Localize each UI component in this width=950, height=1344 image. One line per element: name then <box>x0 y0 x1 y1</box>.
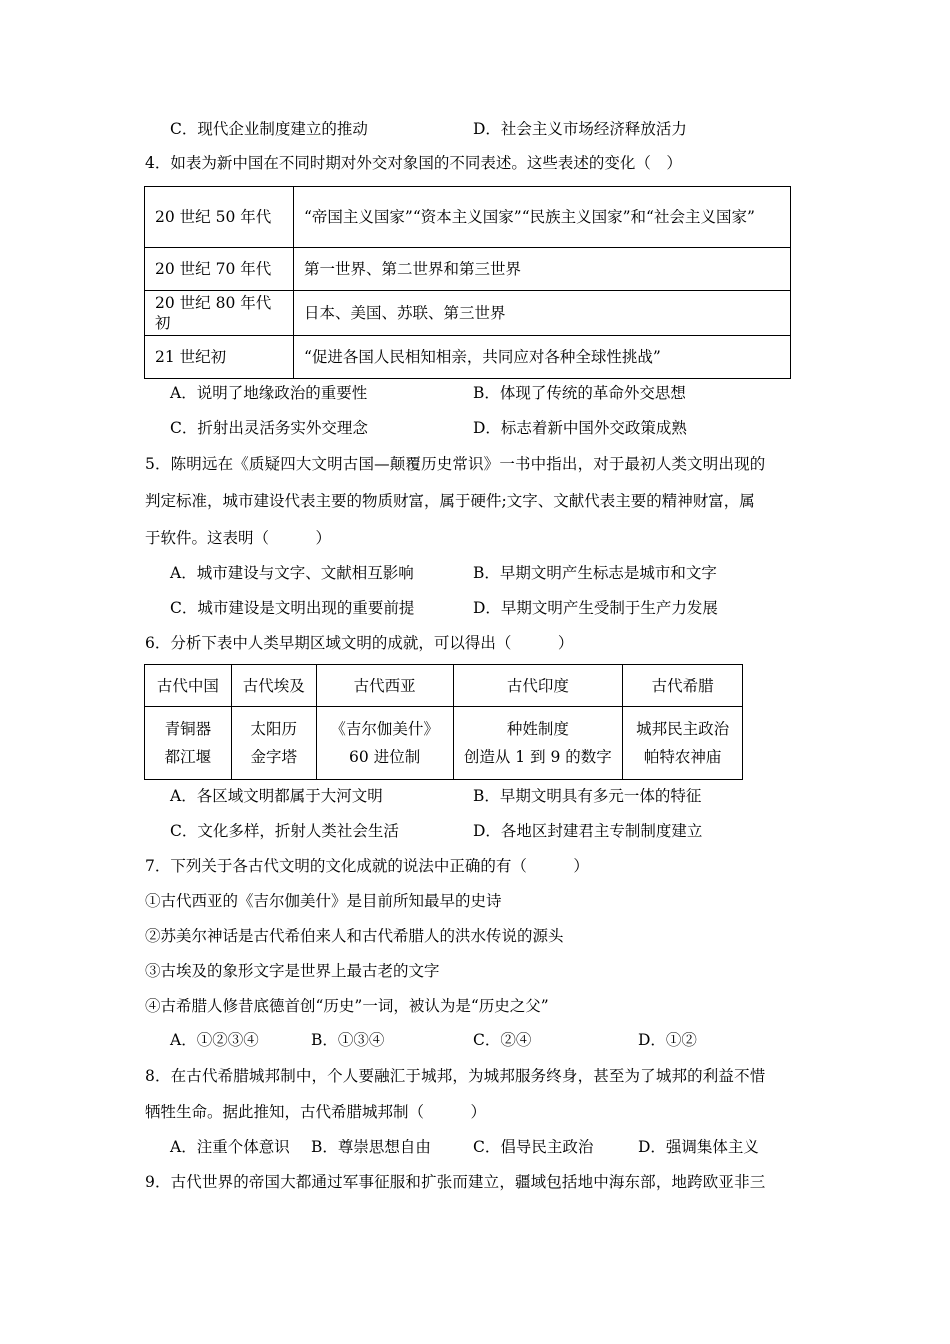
q4-table <box>144 186 791 379</box>
q8-option-a: A．注重个体意识 <box>170 1138 290 1156</box>
q4-option-d: D．标志着新中国外交政策成熟 <box>473 419 687 437</box>
q8-option-d: D．强调集体主义 <box>638 1138 759 1156</box>
q5-option-c: C．城市建设是文明出现的重要前提 <box>170 599 415 617</box>
table-row <box>145 248 791 291</box>
q7-item: ④古希腊人修昔底德首创“历史”一词，被认为是“历史之父” <box>145 997 549 1015</box>
q4-stem: 4．如表为新中国在不同时期对外交对象国的不同表述。这些表述的变化（ ） <box>145 154 682 172</box>
table-row <box>145 707 743 780</box>
q6-cell: 《吉尔伽美什》 60 进位制 <box>316 707 453 780</box>
q6-option-d: D．各地区封建君主专制制度建立 <box>473 822 703 840</box>
q6-header: 古代希腊 <box>623 665 743 707</box>
q4-period: 20 世纪 80 年代初 <box>145 291 294 336</box>
q4-desc: “促进各国人民相知相亲，共同应对各种全球性挑战” <box>294 336 791 379</box>
q7-option-d: D．①② <box>638 1031 697 1049</box>
q8-option-b: B．尊崇思想自由 <box>311 1138 431 1156</box>
q4-option-c: C．折射出灵活务实外交理念 <box>170 419 368 437</box>
q6-option-b: B．早期文明具有多元一体的特征 <box>473 787 702 805</box>
q3-option-d: D．社会主义市场经济释放活力 <box>473 120 687 138</box>
q4-period: 20 世纪 50 年代 <box>145 187 294 248</box>
q5-option-b: B．早期文明产生标志是城市和文字 <box>473 564 717 582</box>
q4-option-b: B．体现了传统的革命外交思想 <box>473 384 686 402</box>
q6-cell: 种姓制度 创造从 1 到 9 的数字 <box>453 707 623 780</box>
q3-option-c: C．现代企业制度建立的推动 <box>170 120 368 138</box>
q7-item: ③古埃及的象形文字是世界上最古老的文字 <box>145 962 440 980</box>
q6-option-c: C．文化多样，折射人类社会生活 <box>170 822 399 840</box>
q4-desc: 第一世界、第二世界和第三世界 <box>294 248 791 291</box>
q6-header: 古代印度 <box>453 665 623 707</box>
table-row <box>145 336 791 379</box>
q7-option-a: A．①②③④ <box>170 1031 259 1049</box>
q6-option-a: A．各区域文明都属于大河文明 <box>170 787 383 805</box>
q8-stem-line1: 8．在古代希腊城邦制中，个人要融汇于城邦，为城邦服务终身，甚至为了城邦的利益不惜 <box>145 1067 766 1085</box>
q6-header: 古代埃及 <box>231 665 316 707</box>
q6-header: 古代西亚 <box>316 665 453 707</box>
q9-stem-line1: 9．古代世界的帝国大都通过军事征服和扩张而建立，疆域包括地中海东部，地跨欧亚非三 <box>145 1173 766 1191</box>
table-row <box>145 291 791 336</box>
q6-cell: 城邦民主政治 帕特农神庙 <box>623 707 743 780</box>
q4-period: 21 世纪初 <box>145 336 294 379</box>
q8-stem-line2: 牺牲生命。据此推知，古代希腊城邦制（ ） <box>145 1103 487 1121</box>
q4-option-a: A．说明了地缘政治的重要性 <box>170 384 368 402</box>
q8-option-c: C．倡导民主政治 <box>473 1138 594 1156</box>
q4-desc: 日本、美国、苏联、第三世界 <box>294 291 791 336</box>
q6-table <box>144 664 743 780</box>
table-row <box>145 665 743 707</box>
q6-cell: 青铜器 都江堰 <box>145 707 232 780</box>
q5-stem-line2: 判定标准，城市建设代表主要的物质财富，属于硬件;文字、文献代表主要的精神财富，属 <box>145 492 755 510</box>
q4-period: 20 世纪 70 年代 <box>145 248 294 291</box>
q7-stem: 7．下列关于各古代文明的文化成就的说法中正确的有（ ） <box>145 857 589 875</box>
q4-desc: “帝国主义国家”“资本主义国家”“民族主义国家”和“社会主义国家” <box>294 187 791 248</box>
q7-item: ②苏美尔神话是古代希伯来人和古代希腊人的洪水传说的源头 <box>145 927 564 945</box>
q5-stem-line1: 5．陈明远在《质疑四大文明古国—颠覆历史常识》一书中指出，对于最初人类文明出现的 <box>145 455 766 473</box>
q6-cell: 太阳历 金字塔 <box>231 707 316 780</box>
q5-stem-line3: 于软件。这表明（ ） <box>145 529 332 547</box>
q6-stem: 6．分析下表中人类早期区域文明的成就，可以得出（ ） <box>145 634 574 652</box>
q5-option-d: D．早期文明产生受制于生产力发展 <box>473 599 718 617</box>
q7-item: ①古代西亚的《吉尔伽美什》是目前所知最早的史诗 <box>145 892 502 910</box>
q6-header: 古代中国 <box>145 665 232 707</box>
q7-option-b: B．①③④ <box>311 1031 385 1049</box>
table-row <box>145 187 791 248</box>
q5-option-a: A．城市建设与文字、文献相互影响 <box>170 564 414 582</box>
q7-option-c: C．②④ <box>473 1031 532 1049</box>
